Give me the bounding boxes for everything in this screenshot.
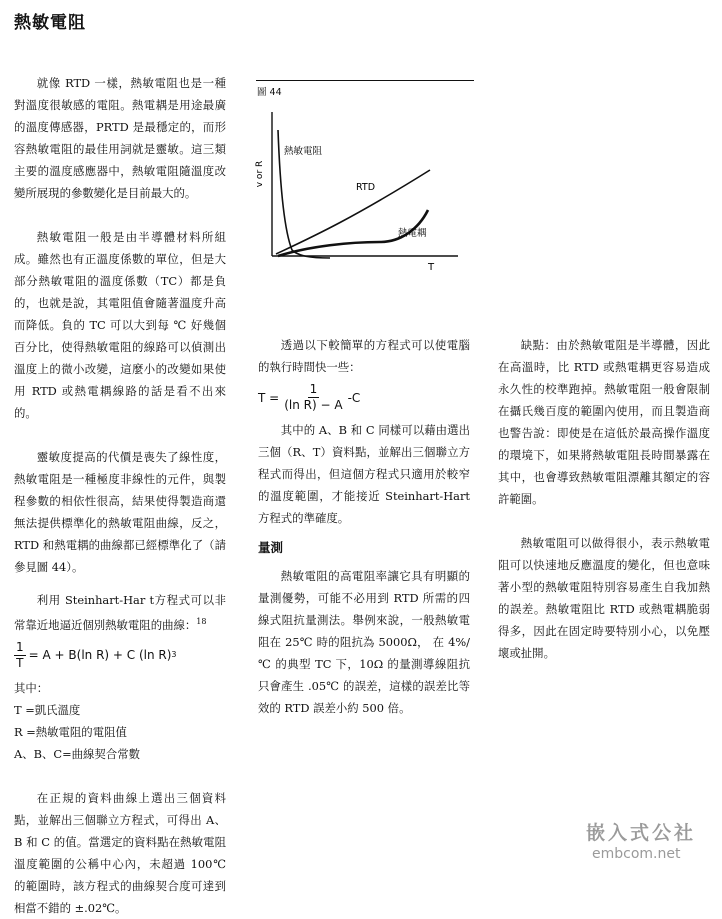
- figure-44-diagram: [250, 90, 480, 290]
- paragraph: 熱敏電阻可以做得很小，表示熱敏電阻可以快速地反應溫度的變化，但也意味著小型的熱敏電阻特別容易產生自我加熱的誤差。熱敏電阻比 RTD 或熱電耦脆弱得多，因此在固定時要特別小心，以免壓壞或扯開。: [498, 536, 710, 660]
- simplified-equation: [258, 382, 470, 413]
- footnote-ref: 18: [196, 617, 207, 626]
- paragraph: 其中的 A、B 和 C 同樣可以藉由選出三個（R、T）資料點，並解出三個聯立方程式而得出，但這個方程式只適用於較窄的溫度範圍，才能接近 Steinhart-Hart 方程式的準確度。: [258, 423, 470, 525]
- equation-numerator: 1: [309, 382, 318, 396]
- section-heading: 量測: [258, 540, 284, 555]
- paragraph: 就像 RTD 一樣，熱敏電阻也是一種對溫度很敏感的電阻。熱電耦是用途最廣的溫度傳感器，PRTD 是最穩定的，而形容熱敏電阻的最佳用詞就是靈敏。這三類主要的溫度感應器中，熱敏電阻隨溫度改變所展現的參數變化是目前最大的。: [14, 76, 226, 200]
- where-label: 其中：: [14, 680, 49, 695]
- watermark-logo: 嵌入式公社: [586, 822, 697, 844]
- curve-label-rtd: RTD: [356, 182, 376, 193]
- page-title: 熱敏電阻: [14, 13, 86, 33]
- x-axis-label: T: [428, 262, 435, 273]
- figure-top-rule: [256, 80, 474, 81]
- definition-item: T =凱氏溫度: [14, 702, 81, 717]
- paragraph: 在正規的資料曲線上選出三個資料點，並解出三個聯立方程式，可得出 A、B 和 C 的值。當選定的資料點在熱敏電阻溫度範圍的公稱中心內，未超過 100℃ 的範圍時，該方程式的曲線契合度可達到相當不錯的 ±.02℃。: [14, 790, 226, 915]
- equation-rhs: -C: [347, 390, 361, 405]
- curve-label-thermocouple: 熱電耦: [398, 228, 427, 239]
- text-column-left: [14, 72, 226, 919]
- equation-denominator: (ln R) − A: [284, 398, 343, 412]
- equation-fraction: [282, 382, 344, 413]
- paragraph: 熱敏電阻的高電阻率讓它具有明顯的量測優勢，可能不必用到 RTD 所需的四線式阻抗量測法。舉例來說，一般熱敏電阻在 25℃ 時的阻抗為 5000Ω， 在 4%/℃ 的典型 TC 下，10Ω 的量測導線阻抗只會產生 .05℃ 的誤差，這樣的誤差比等效的 RTD 誤差小約 500 倍。: [258, 569, 470, 715]
- equation-rhs: = A + B(ln R) + C (ln R): [28, 648, 172, 663]
- equation-exponent: 3: [171, 650, 177, 660]
- equation-numerator: 1: [16, 639, 24, 654]
- text-column-right: [498, 334, 710, 664]
- equation-denominator: T: [16, 655, 24, 670]
- equation-fraction: [14, 640, 26, 671]
- paragraph-text: 利用 Steinhart-Har t方程式可以非常靠近地逼近個別熱敏電阻的曲線：: [14, 593, 226, 632]
- figure-label: 圖 44: [257, 87, 282, 98]
- paragraph: 熱敏電阻一般是由半導體材料所組成。雖然也有正溫度係數的單位，但是大部分熱敏電阻的溫度係數（TC）都是負的，也就是說，其電阻值會隨著溫度升高而降低。負的 TC 可以大到每 ℃ 好幾個百分比，使得熱敏電阻的線路可以偵測出溫度上的微小改變，這麼小的改變如果使用 RTD 或熱電耦線路的話是看不出來的。: [14, 230, 226, 420]
- paragraph: 靈敏度提高的代價是喪失了線性度，熱敏電阻是一種極度非線性的元件，與製程參數的相依性很高，結果使得製造商還無法提供標準化的熱敏電阻曲線，反之，RTD 和熱電耦的曲線都已經標準化了（請參見圖 44）。: [14, 450, 226, 574]
- definition-item: A、B、C=曲線契合常數: [14, 746, 140, 761]
- y-axis-label: v or R: [255, 160, 265, 188]
- paragraph: 缺點：由於熱敏電阻是半導體，因此在高溫時，比 RTD 或熱電耦更容易造成永久性的校準跑掉。熱敏電阻一般會限制在攝氏幾百度的範圍內使用，而且製造商也警告說：即使是在這低於最高操作溫度的環境下，如果將熱敏電阻長時間暴露在其中，也會導致熱敏電阻漂離其額定的容許範圍。: [498, 338, 710, 506]
- steinhart-hart-equation: [14, 640, 226, 671]
- text-column-middle: [258, 334, 470, 719]
- paragraph: 透過以下較簡單的方程式可以使電腦的執行時間快一些：: [258, 338, 470, 374]
- definition-item: R =熱敏電阻的電阻值: [14, 724, 127, 739]
- paragraph: [14, 589, 226, 636]
- rtd-curve: [276, 170, 430, 254]
- watermark-url: embcom.net: [592, 846, 681, 862]
- curve-label-thermistor: 熱敏電阻: [284, 146, 323, 157]
- equation-lhs: T =: [258, 390, 280, 405]
